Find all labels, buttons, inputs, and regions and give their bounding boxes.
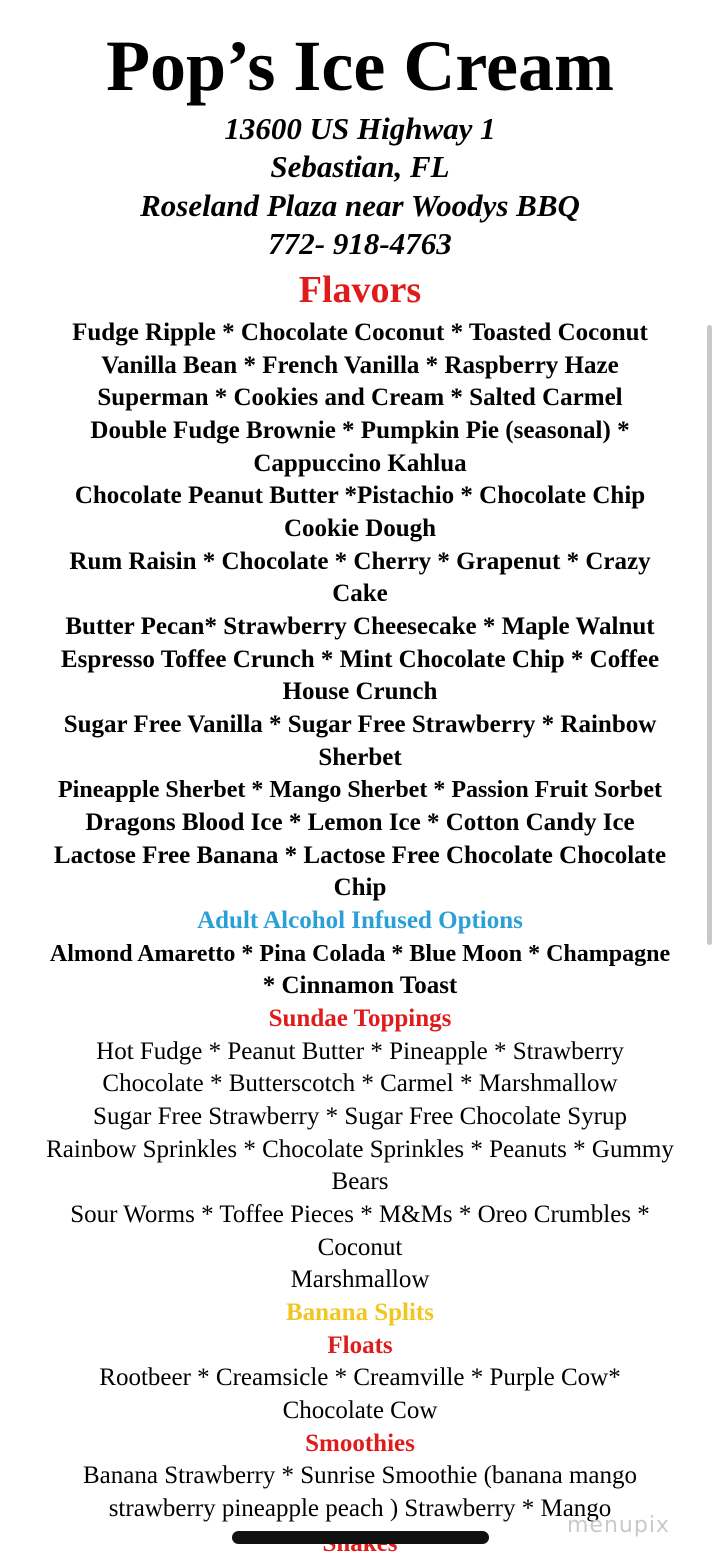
watermark-logo: menupix — [567, 1513, 670, 1538]
topping-line: Sugar Free Strawberry * Sugar Free Chocolate Syrup — [93, 1103, 627, 1130]
flavor-line: Superman * Cookies and Cream * Salted Carmel — [97, 384, 623, 411]
address-street: 13600 US Highway 1 — [224, 111, 496, 146]
floats-heading: Floats — [327, 1332, 393, 1359]
topping-line: Bears — [331, 1168, 389, 1195]
flavor-line: Double Fudge Brownie * Pumpkin Pie (seasonal) * — [90, 417, 630, 444]
flavor-line: Cappuccino Kahlua — [253, 450, 467, 477]
flavor-line: Pineapple Sherbet * Mango Sherbet * Passion Fruit Sorbet — [58, 777, 662, 803]
flavor-line: Lactose Free Banana * Lactose Free Chocolate Chocolate — [53, 842, 667, 869]
banana-splits-heading: Banana Splits — [286, 1299, 434, 1326]
adult-line: * Cinnamon Toast — [262, 972, 458, 999]
flavors-heading: Flavors — [298, 269, 422, 311]
flavor-line: Vanilla Bean * French Vanilla * Raspberry Haze — [101, 352, 619, 379]
home-indicator[interactable] — [232, 1531, 489, 1544]
flavor-line: Cookie Dough — [283, 515, 437, 542]
float-line: Rootbeer * Creamsicle * Creamville * Purple Cow* — [99, 1364, 621, 1391]
scrollbar[interactable] — [707, 325, 712, 945]
flavor-line: Chocolate Peanut Butter *Pistachio * Chocolate Chip — [74, 482, 646, 509]
flavor-line: Cake — [332, 580, 388, 607]
adult-line: Almond Amaretto * Pina Colada * Blue Moon * Champagne — [49, 941, 671, 967]
topping-line: Rainbow Sprinkles * Chocolate Sprinkles * Peanuts * Gummy — [46, 1136, 674, 1163]
address-location: Roseland Plaza near Woodys BBQ — [140, 188, 580, 223]
page-title: Pop’s Ice Cream — [106, 26, 614, 106]
smoothie-line: strawberry pineapple peach ) Strawberry * Mango — [108, 1495, 612, 1522]
flavor-line: Sherbet — [318, 744, 402, 771]
address-city: Sebastian, FL — [270, 149, 450, 184]
float-line: Chocolate Cow — [282, 1397, 438, 1424]
flavor-line: Rum Raisin * Chocolate * Cherry * Grapenut * Crazy — [69, 548, 651, 575]
smoothie-line: Banana Strawberry * Sunrise Smoothie (banana mango — [82, 1462, 638, 1489]
topping-line: Sour Worms * Toffee Pieces * M&Ms * Oreo Crumbles * — [70, 1201, 650, 1228]
topping-line: Hot Fudge * Peanut Butter * Pineapple * Strawberry — [96, 1038, 624, 1065]
flavor-line: Espresso Toffee Crunch * Mint Chocolate Chip * Coffee — [60, 646, 660, 673]
topping-line: Coconut — [317, 1234, 403, 1261]
flavor-line: Fudge Ripple * Chocolate Coconut * Toasted Coconut — [72, 319, 648, 346]
flavor-line: Butter Pecan* Strawberry Cheesecake * Maple Walnut — [65, 613, 655, 640]
toppings-heading: Sundae Toppings — [268, 1005, 452, 1032]
flavor-line: House Crunch — [282, 678, 438, 705]
flavor-line: Dragons Blood Ice * Lemon Ice * Cotton Candy Ice — [85, 809, 635, 836]
topping-line: Marshmallow — [290, 1266, 430, 1293]
smoothies-heading: Smoothies — [305, 1430, 415, 1457]
topping-line: Chocolate * Butterscotch * Carmel * Marshmallow — [102, 1070, 618, 1097]
adult-options-heading: Adult Alcohol Infused Options — [197, 907, 523, 934]
flavor-line: Chip — [333, 874, 387, 901]
phone-number: 772- 918-4763 — [268, 226, 452, 261]
flavor-line: Sugar Free Vanilla * Sugar Free Strawberry * Rainbow — [63, 711, 657, 738]
